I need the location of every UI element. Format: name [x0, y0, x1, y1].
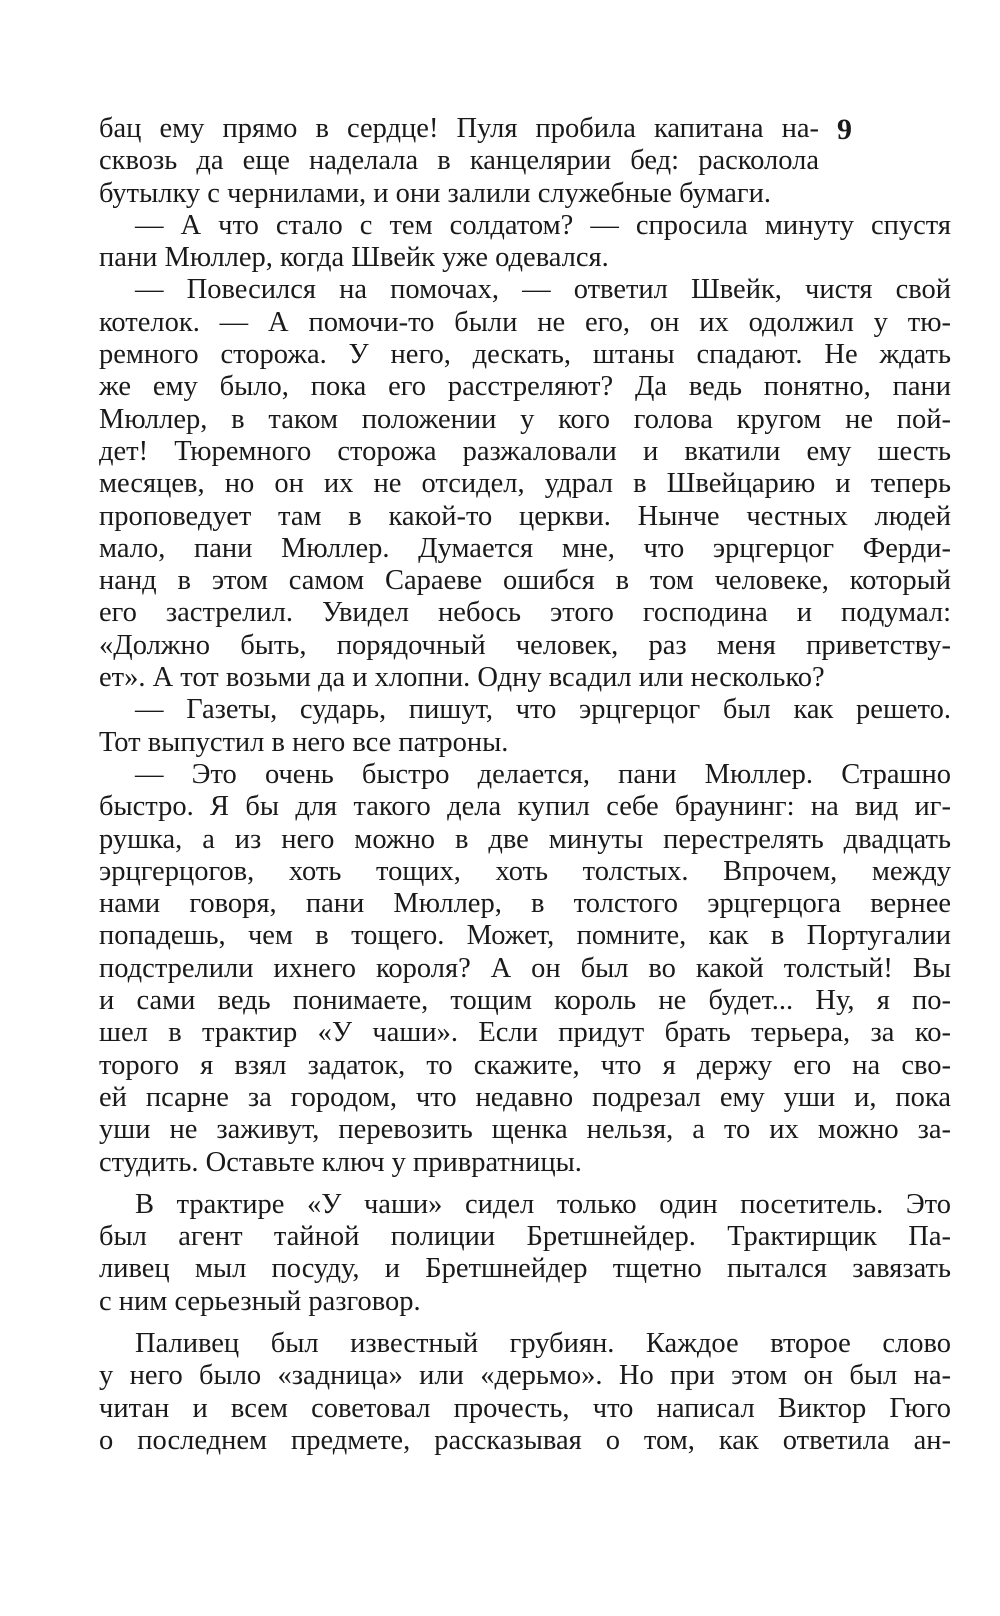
text-line: был агент тайной полиции Бретшнейдер. Трактирщик Па-	[99, 1221, 951, 1253]
text-line: дет! Тюремного сторожа разжаловали и вкатили ему шесть	[99, 435, 951, 467]
text-line: — Газеты, сударь, пишут, что эрцгерцог был как решето.	[135, 694, 951, 726]
text-line: подстрелили ихнего короля? А он был во какой толстый! Вы	[99, 952, 951, 984]
text-line: у него было «задница» или «дерьмо». Но при этом он был на-	[99, 1360, 951, 1392]
text-line: бац ему прямо в сердце! Пуля пробила капитана на-	[99, 113, 819, 144]
paragraph	[99, 694, 951, 759]
text-line: Паливец был известный грубиян. Каждое второе слово	[135, 1327, 951, 1359]
text-line: уши не заживут, перевозить щенка нельзя, а то их можно за-	[99, 1114, 951, 1146]
text-line: ливец мыл посуду, и Бретшнейдер тщетно пытался завязать	[99, 1253, 951, 1285]
text-line: же ему было, пока его расстреляют? Да ведь понятно, пани	[99, 371, 951, 403]
paragraph	[99, 274, 951, 694]
text-line: нанд в этом самом Сараеве ошибся в том человеке, который	[99, 565, 951, 597]
text-line: читан и всем советовал прочесть, что написал Виктор Гюго	[99, 1392, 951, 1424]
text-line: ет». А тот возьми да и хлопни. Одну всадил или несколько?	[99, 662, 825, 694]
text-line: рушка, а из него можно в две минуты перестрелять двадцать	[99, 823, 951, 855]
body-text	[99, 113, 951, 1457]
paragraph	[99, 1189, 951, 1318]
text-line: попадешь, чем в тощего. Может, помните, как в Португалии	[99, 920, 951, 952]
text-line: и сами ведь понимаете, тощим король не будет... Ну, я по-	[99, 985, 951, 1017]
paragraph	[99, 113, 951, 210]
text-line: быстро. Я бы для такого дела купил себе браунинг: на вид иг-	[99, 791, 951, 823]
text-line: нами говоря, пани Мюллер, в толстого эрцгерцога вернее	[99, 888, 951, 920]
text-line: котелок. — А помочи-то были не его, он их одолжил у тю-	[99, 306, 951, 338]
page-number: 9	[837, 113, 852, 146]
text-line: ей псарне за городом, что недавно подрезал ему уши и, пока	[99, 1081, 951, 1113]
text-line: проповедует там в какой-то церкви. Нынче честных людей	[99, 500, 951, 532]
paragraph	[99, 1328, 951, 1457]
text-line: месяцев, но он их не отсидел, удрал в Швейцарию и теперь	[99, 468, 951, 500]
text-line: шел в трактир «У чаши». Если придут брать терьера, за ко-	[99, 1017, 951, 1049]
text-line: «Должно быть, порядочный человек, раз меня приветству-	[99, 629, 951, 661]
text-line: ремного сторожа. У него, дескать, штаны спадают. Не ждать	[99, 339, 951, 371]
text-line: о последнем предмете, рассказывая о том, как ответила ан-	[99, 1424, 951, 1456]
text-line: — Повесился на помочах, — ответил Швейк, чистя свой	[135, 274, 951, 306]
text-line: — Это очень быстро делается, пани Мюллер. Страшно	[135, 758, 951, 790]
text-line: бутылку с чернилами, и они залили служебные бумаги.	[99, 177, 771, 209]
text-line: Тот выпустил в него все патроны.	[99, 726, 509, 758]
text-line: торого я взял задаток, то скажите, что я держу его на сво-	[99, 1049, 951, 1081]
text-line: его застрелил. Увидел небось этого господина и подумал:	[99, 597, 951, 629]
text-line: Мюллер, в таком положении у кого голова кругом не пой-	[99, 403, 951, 435]
paragraph	[99, 759, 951, 1179]
text-line: В трактире «У чаши» сидел только один посетитель. Это	[135, 1188, 951, 1220]
text-line: студить. Оставьте ключ у привратницы.	[99, 1146, 582, 1178]
text-line: мало, пани Мюллер. Думается мне, что эрцгерцог Ферди-	[99, 532, 951, 564]
text-line: пани Мюллер, когда Швейк уже одевался.	[99, 242, 609, 274]
text-line: — А что стало с тем солдатом? — спросила минуту спустя	[135, 209, 951, 241]
text-line: с ним серьезный разговор.	[99, 1285, 421, 1317]
text-line: сквозь да еще наделала в канцелярии бед: расколола	[99, 145, 819, 177]
paragraph	[99, 210, 951, 275]
text-line: эрцгерцогов, хоть тощих, хоть толстых. Впрочем, между	[99, 855, 951, 887]
